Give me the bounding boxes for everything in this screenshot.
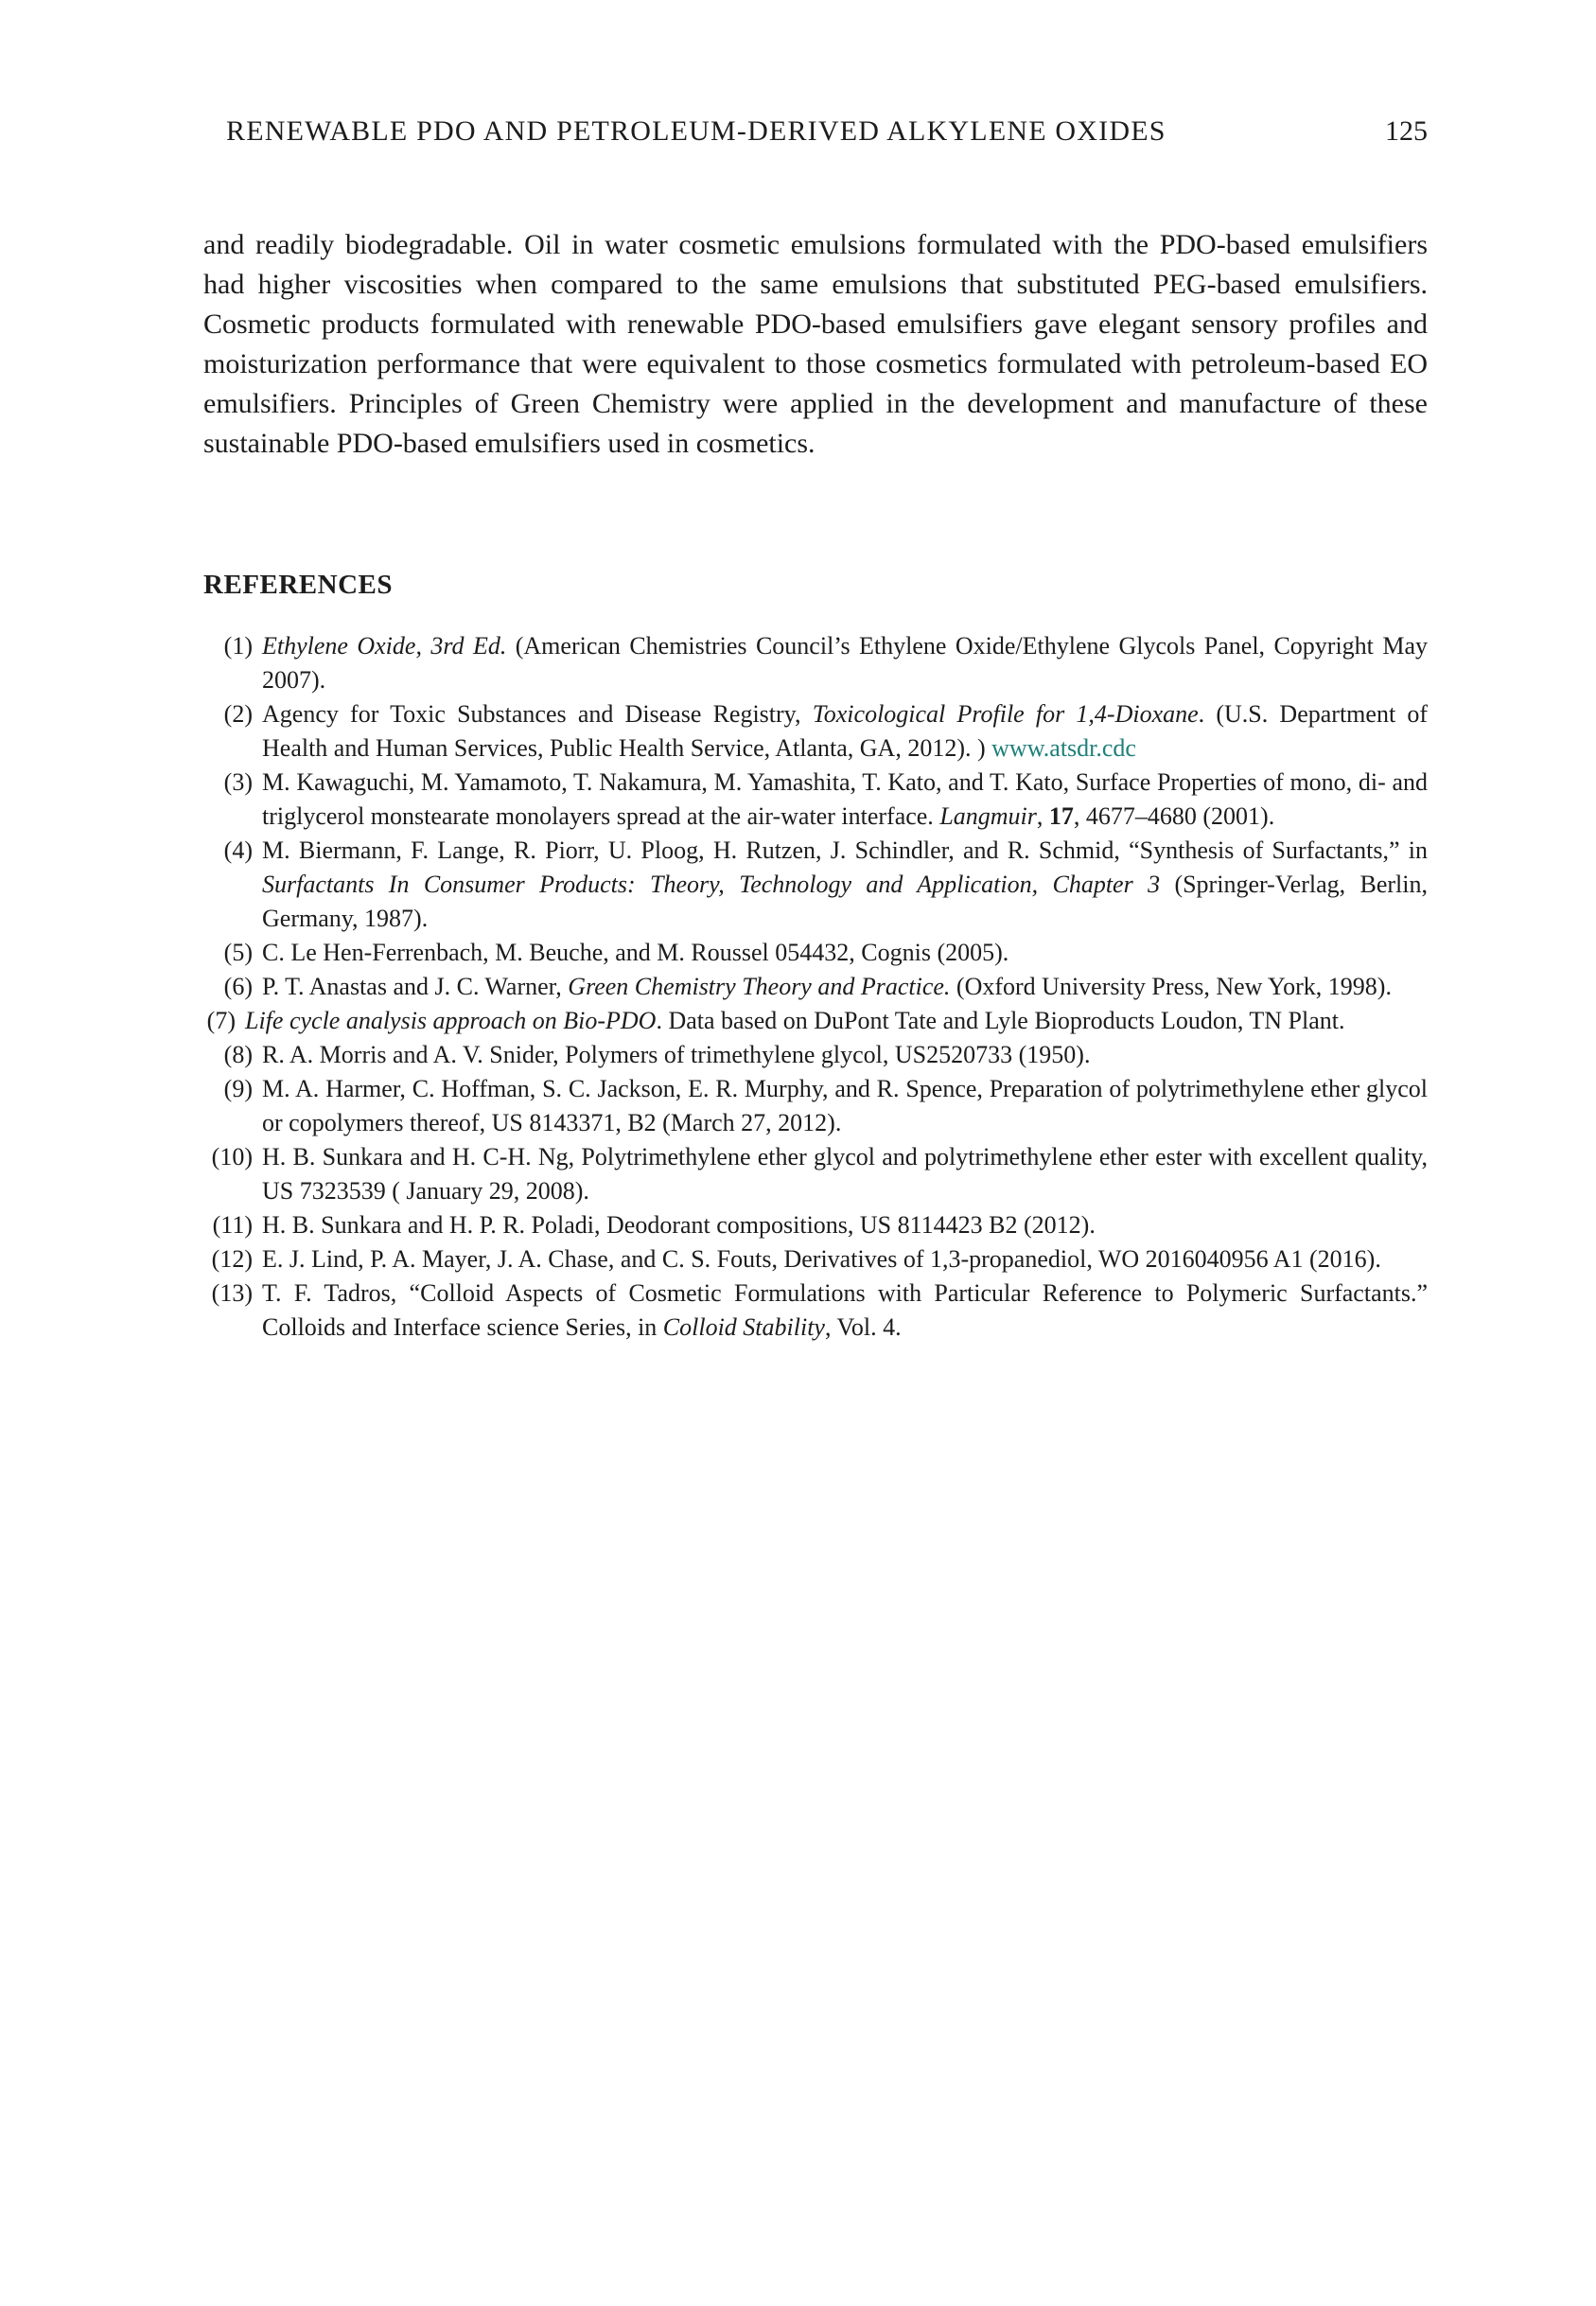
reference-text: ,	[1036, 802, 1049, 830]
reference-text: Life cycle analysis approach on Bio-PDO	[245, 1007, 657, 1034]
reference-text: 17	[1048, 802, 1074, 830]
reference-item	[203, 1242, 1428, 1276]
reference-item	[203, 970, 1428, 1004]
reference-number: (10)	[211, 1143, 253, 1171]
reference-number: (2)	[223, 700, 253, 728]
reference-text: Ethylene Oxide, 3rd Ed.	[262, 632, 507, 660]
references-heading: REFERENCES	[203, 570, 393, 600]
reference-item	[203, 1276, 1428, 1345]
reference-text: . (U.S. Department of Health and Human Services, Public Health Service, Atlanta, GA, 2012). )	[262, 700, 1429, 762]
reference-item	[203, 1208, 1428, 1242]
reference-number: (8)	[223, 1041, 253, 1068]
running-head-title: RENEWABLE PDO AND PETROLEUM-DERIVED ALKYLENE OXIDES	[226, 115, 1166, 147]
reference-text: Colloid Stability	[662, 1313, 825, 1341]
reference-text: Surfactants In Consumer Products: Theory, Technology and Application, Chapter 3	[262, 871, 1161, 898]
reference-item	[203, 1038, 1428, 1072]
reference-number: (11)	[212, 1211, 253, 1239]
reference-item	[203, 629, 1428, 697]
reference-text: (Springer-Verlag, Berlin, Germany, 1987).	[262, 871, 1428, 932]
reference-text: H. B. Sunkara and H. P. R. Poladi, Deodorant compositions, US 8114423 B2 (2012).	[262, 1211, 1096, 1239]
reference-text: (American Chemistries Council’s Ethylene Oxide/Ethylene Glycols Panel, Copyright May 2007).	[262, 632, 1428, 694]
reference-number: (3)	[223, 768, 253, 796]
reference-item	[203, 834, 1428, 936]
reference-text: H. B. Sunkara and H. C-H. Ng, Polytrimethylene ether glycol and polytrimethylene ether ester with excellent quality, US 7323539 ( January 29, 2008).	[262, 1143, 1428, 1205]
page-number: 125	[1385, 115, 1428, 147]
reference-text: T. F. Tadros, “Colloid Aspects of Cosmetic Formulations with Particular Reference to Polymeric Surfactants.” Colloids and Interface science Series, in	[262, 1279, 1428, 1341]
reference-item	[203, 1140, 1428, 1208]
reference-text: . Data based on DuPont Tate and Lyle Bioproducts Loudon, TN Plant.	[656, 1007, 1345, 1034]
reference-number: (9)	[223, 1075, 253, 1102]
page-header	[203, 115, 1428, 148]
reference-number: (6)	[223, 973, 253, 1000]
reference-text: M. A. Harmer, C. Hoffman, S. C. Jackson, E. R. Murphy, and R. Spence, Preparation of polytrimethylene ether glycol or copolymers thereof, US 8143371, B2 (March 27, 2012).	[262, 1075, 1428, 1136]
reference-text: E. J. Lind, P. A. Mayer, J. A. Chase, and C. S. Fouts, Derivatives of 1,3-propanediol, WO 2016040956 A1 (2016).	[262, 1245, 1381, 1273]
reference-text: , 4677–4680 (2001).	[1073, 802, 1275, 830]
reference-text: R. A. Morris and A. V. Snider, Polymers of trimethylene glycol, US2520733 (1950).	[262, 1041, 1091, 1068]
reference-text: M. Biermann, F. Lange, R. Piorr, U. Ploog, H. Rutzen, J. Schindler, and R. Schmid, “Synthesis of Surfactants,” in	[262, 836, 1428, 864]
reference-number: (1)	[223, 632, 253, 660]
reference-text: (Oxford University Press, New York, 1998).	[950, 973, 1392, 1000]
reference-item	[203, 936, 1428, 970]
reference-number: (5)	[223, 939, 253, 966]
reference-number: (12)	[211, 1245, 253, 1273]
reference-number: (4)	[223, 836, 253, 864]
atsdr-link[interactable]: www.atsdr.cdc	[991, 734, 1136, 762]
reference-number: (13)	[211, 1279, 253, 1307]
references-list	[203, 629, 1428, 1345]
reference-text: Agency for Toxic Substances and Disease Registry,	[262, 700, 813, 728]
reference-text: C. Le Hen-Ferrenbach, M. Beuche, and M. Roussel 054432, Cognis (2005).	[262, 939, 1009, 966]
body-paragraph: and readily biodegradable. Oil in water cosmetic emulsions formulated with the PDO-based emulsifiers had higher viscosities when compared to the same emulsions that substituted PEG-based emulsifiers. Cosmetic products formulated with renewable PDO-based emulsifiers gave elegant sensory profiles and moisturization performance that were equivalent to those cosmetics formulated with petroleum-based EO emulsifiers. Principles of Green Chemistry were applied in the development and manufacture of these sustainable PDO-based emulsifiers used in cosmetics.	[203, 229, 1428, 459]
reference-text: M. Kawaguchi, M. Yamamoto, T. Nakamura, M. Yamashita, T. Kato, and T. Kato, Surface Properties of mono, di- and triglycerol monstearate monolayers spread at the air-water interface.	[262, 768, 1428, 830]
reference-text: Green Chemistry Theory and Practice.	[568, 973, 951, 1000]
reference-item	[203, 1072, 1428, 1140]
reference-item	[203, 697, 1428, 766]
reference-item	[203, 1004, 1428, 1038]
reference-text: Langmuir	[939, 802, 1037, 830]
reference-text: , Vol. 4.	[824, 1313, 902, 1341]
reference-text: Toxicological Profile for 1,4-Dioxane	[812, 700, 1199, 728]
reference-number: (7)	[206, 1007, 236, 1034]
reference-item	[203, 766, 1428, 834]
reference-text: P. T. Anastas and J. C. Warner,	[262, 973, 569, 1000]
